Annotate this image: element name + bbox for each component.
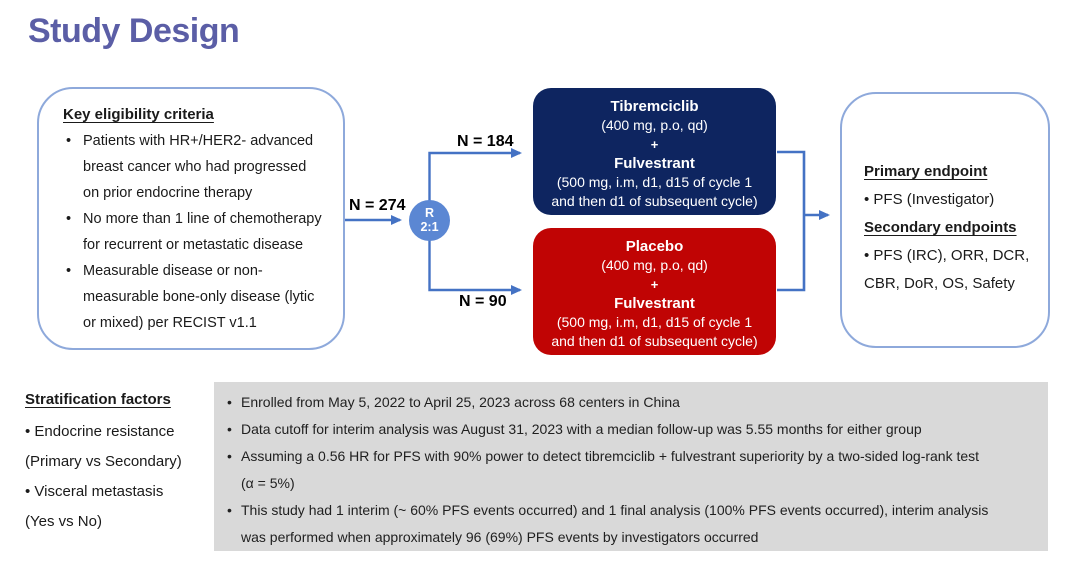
secondary-endpoints-heading: Secondary endpoints xyxy=(864,219,1017,236)
plus-icon: + xyxy=(650,137,659,152)
bullet-icon: • xyxy=(227,394,232,410)
eligibility-text: on prior endocrine therapy xyxy=(83,185,253,201)
arm1-dose: (400 mg, p.o, qd) xyxy=(601,117,708,133)
eligibility-line xyxy=(63,180,329,206)
note-text: was performed when approximately 96 (69%) PFS events by investigators occurred xyxy=(241,529,759,545)
bullet-icon: • xyxy=(66,263,72,279)
eligibility-heading: Key eligibility criteria xyxy=(63,106,214,123)
randomization-circle xyxy=(409,200,450,241)
primary-endpoint-item: • PFS (Investigator) xyxy=(864,191,995,208)
arrow-arm2 xyxy=(430,240,521,290)
note-line xyxy=(214,389,1048,416)
arm1-tibremciclib-box xyxy=(533,88,776,215)
study-notes-panel xyxy=(214,382,1048,551)
note-line xyxy=(214,443,1048,470)
eligibility-line xyxy=(63,128,329,154)
stratification-block xyxy=(25,391,221,537)
stratification-heading: Stratification factors xyxy=(25,391,171,408)
bullet-icon: • xyxy=(227,448,232,464)
arm1-drug2-name: Fulvestrant xyxy=(614,155,695,172)
eligibility-line xyxy=(63,154,329,180)
stratification-line: • Visceral metastasis xyxy=(25,483,164,500)
bracket-endpoints xyxy=(777,152,804,290)
arrow-arm1 xyxy=(430,153,521,201)
bullet-icon: • xyxy=(227,421,232,437)
eligibility-box xyxy=(37,87,345,350)
n-arm2-label: N = 90 xyxy=(459,293,507,310)
arm1-dose2-line1: (500 mg, i.m, d1, d15 of cycle 1 xyxy=(556,174,753,190)
arm2-drug-name: Placebo xyxy=(625,238,684,255)
note-text: This study had 1 interim (~ 60% PFS events occurred) and 1 final analysis (100% PFS events occurred), interim analysis xyxy=(241,502,989,518)
n-arm1-label: N = 184 xyxy=(457,133,514,150)
eligibility-text: measurable bone-only disease (lytic xyxy=(83,289,315,305)
page-title: Study Design xyxy=(28,12,240,50)
endpoints-box xyxy=(840,92,1050,348)
bullet-icon: • xyxy=(66,133,72,149)
arm1-dose2-line2: and then d1 of subsequent cycle) xyxy=(551,193,758,209)
eligibility-text: No more than 1 line of chemotherapy xyxy=(83,211,322,227)
note-text: Data cutoff for interim analysis was August 31, 2023 with a median follow-up was 5.55 months for either group xyxy=(241,421,922,437)
arm2-dose2-line1: (500 mg, i.m, d1, d15 of cycle 1 xyxy=(556,314,753,330)
stratification-line: • Endocrine resistance xyxy=(25,423,175,440)
secondary-endpoints-line1: • PFS (IRC), ORR, DCR, xyxy=(864,247,1030,264)
eligibility-text: Patients with HR+/HER2- advanced xyxy=(83,133,314,149)
note-line xyxy=(214,524,1048,551)
eligibility-line xyxy=(63,232,329,258)
eligibility-text: or mixed) per RECIST v1.1 xyxy=(83,315,257,331)
eligibility-text: Measurable disease or non- xyxy=(83,263,263,279)
eligibility-text: breast cancer who had progressed xyxy=(83,159,307,175)
bullet-icon: • xyxy=(227,502,232,518)
eligibility-line xyxy=(63,206,329,232)
primary-endpoint-heading: Primary endpoint xyxy=(864,163,988,180)
note-text: (α = 5%) xyxy=(241,475,295,491)
eligibility-line xyxy=(63,258,329,284)
randomization-r: R xyxy=(424,206,435,220)
eligibility-line xyxy=(63,284,329,310)
note-line xyxy=(214,416,1048,443)
plus-icon: + xyxy=(650,277,659,292)
arm2-drug2-name: Fulvestrant xyxy=(614,295,695,312)
eligibility-text: for recurrent or metastatic disease xyxy=(83,237,304,253)
note-line xyxy=(214,470,1048,497)
arm2-dose2-line2: and then d1 of subsequent cycle) xyxy=(551,333,758,349)
stratification-line: (Yes vs No) xyxy=(25,513,102,530)
arm2-dose: (400 mg, p.o, qd) xyxy=(601,257,708,273)
arm2-placebo-box xyxy=(533,228,776,355)
stratification-line: (Primary vs Secondary) xyxy=(25,453,182,470)
eligibility-line xyxy=(63,310,329,336)
note-line xyxy=(214,497,1048,524)
note-text: Enrolled from May 5, 2022 to April 25, 2023 across 68 centers in China xyxy=(241,394,680,410)
arm1-drug-name: Tibremciclib xyxy=(610,98,699,115)
n-total-label: N = 274 xyxy=(349,197,406,214)
randomization-ratio: 2:1 xyxy=(420,219,439,234)
bullet-icon: • xyxy=(66,211,72,227)
secondary-endpoints-line2: CBR, DoR, OS, Safety xyxy=(864,275,1015,292)
note-text: Assuming a 0.56 HR for PFS with 90% power to detect tibremciclib + fulvestrant superiority by a two-sided log-rank test xyxy=(241,448,980,464)
